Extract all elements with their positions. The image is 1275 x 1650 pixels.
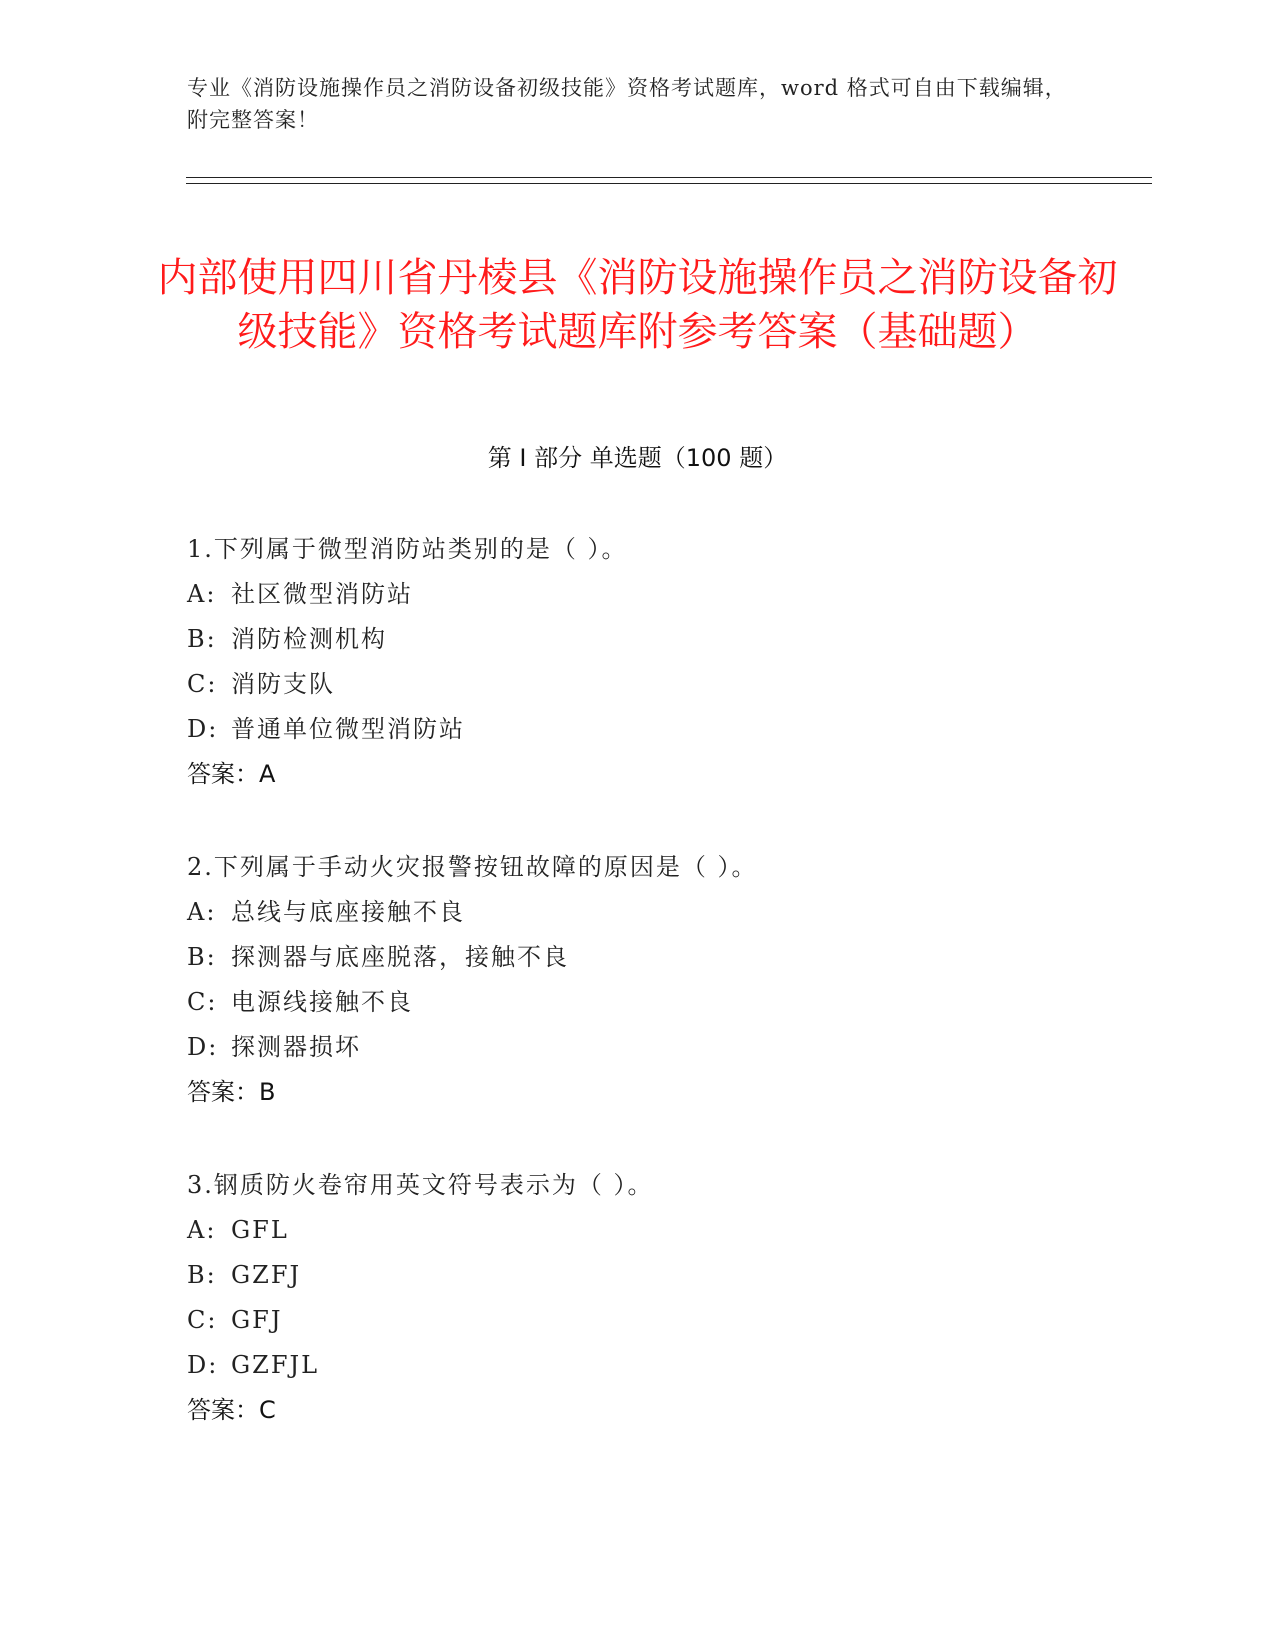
- option-letter: C:: [187, 1306, 218, 1334]
- option-letter: A:: [187, 580, 217, 608]
- option-c: [187, 1298, 1087, 1343]
- option-d: [187, 1343, 1087, 1388]
- option-letter: D:: [187, 1033, 219, 1061]
- answer-value: A: [259, 760, 276, 788]
- answer-value: C: [259, 1396, 276, 1424]
- option-a: [187, 1208, 1087, 1253]
- question-stem: 2.下列属于手动火灾报警按钮故障的原因是（ ）。: [187, 853, 758, 881]
- question-2: [187, 845, 1087, 1115]
- header-divider-bottom: [186, 183, 1152, 184]
- question-3: [187, 1163, 1087, 1433]
- option-letter: C:: [187, 988, 218, 1016]
- question-stem: 3.钢质防火卷帘用英文符号表示为（ ）。: [187, 1171, 654, 1199]
- option-b: [187, 935, 1087, 980]
- option-letter: A:: [187, 1216, 217, 1244]
- answer-line: [187, 1070, 1087, 1115]
- answer-value: B: [259, 1078, 276, 1106]
- question-stem: 1.下列属于微型消防站类别的是（ ）。: [187, 535, 628, 563]
- header-divider-top: [186, 177, 1152, 178]
- answer-line: [187, 1388, 1087, 1433]
- option-letter: A:: [187, 898, 217, 926]
- section-title: 第 I 部分 单选题（100 题）: [487, 444, 788, 472]
- option-text: 社区微型消防站: [231, 580, 413, 608]
- option-b: [187, 1253, 1087, 1298]
- question-1: [187, 527, 1087, 797]
- option-c: [187, 662, 1087, 707]
- option-text: 消防检测机构: [231, 625, 387, 653]
- answer-line: [187, 752, 1087, 797]
- option-text: 电源线接触不良: [231, 988, 413, 1016]
- option-letter: D:: [187, 715, 219, 743]
- option-text: 探测器损坏: [231, 1033, 361, 1061]
- option-letter: B:: [187, 1261, 217, 1289]
- option-letter: D:: [187, 1351, 219, 1379]
- option-text: 探测器与底座脱落，接触不良: [231, 943, 569, 971]
- option-c: [187, 980, 1087, 1025]
- option-d: [187, 1025, 1087, 1070]
- document-title: 内部使用四川省丹棱县《消防设施操作员之消防设备初级技能》资格考试题库附参考答案（基础题）: [157, 254, 1118, 355]
- option-text: GFL: [231, 1216, 289, 1244]
- option-text: GZFJ: [231, 1261, 302, 1289]
- option-d: [187, 707, 1087, 752]
- option-text: 普通单位微型消防站: [231, 715, 465, 743]
- option-text: GZFJL: [231, 1351, 320, 1379]
- answer-label: 答案：: [187, 1078, 259, 1106]
- option-letter: C:: [187, 670, 218, 698]
- option-b: [187, 617, 1087, 662]
- option-text: GFJ: [231, 1306, 283, 1334]
- option-a: [187, 572, 1087, 617]
- option-letter: B:: [187, 943, 217, 971]
- answer-label: 答案：: [187, 760, 259, 788]
- option-text: 总线与底座接触不良: [231, 898, 465, 926]
- option-text: 消防支队: [231, 670, 335, 698]
- option-letter: B:: [187, 625, 217, 653]
- option-a: [187, 890, 1087, 935]
- header-note: 专业《消防设施操作员之消防设备初级技能》资格考试题库，word 格式可自由下载编辑，附完整答案！: [187, 76, 1067, 132]
- answer-label: 答案：: [187, 1396, 259, 1424]
